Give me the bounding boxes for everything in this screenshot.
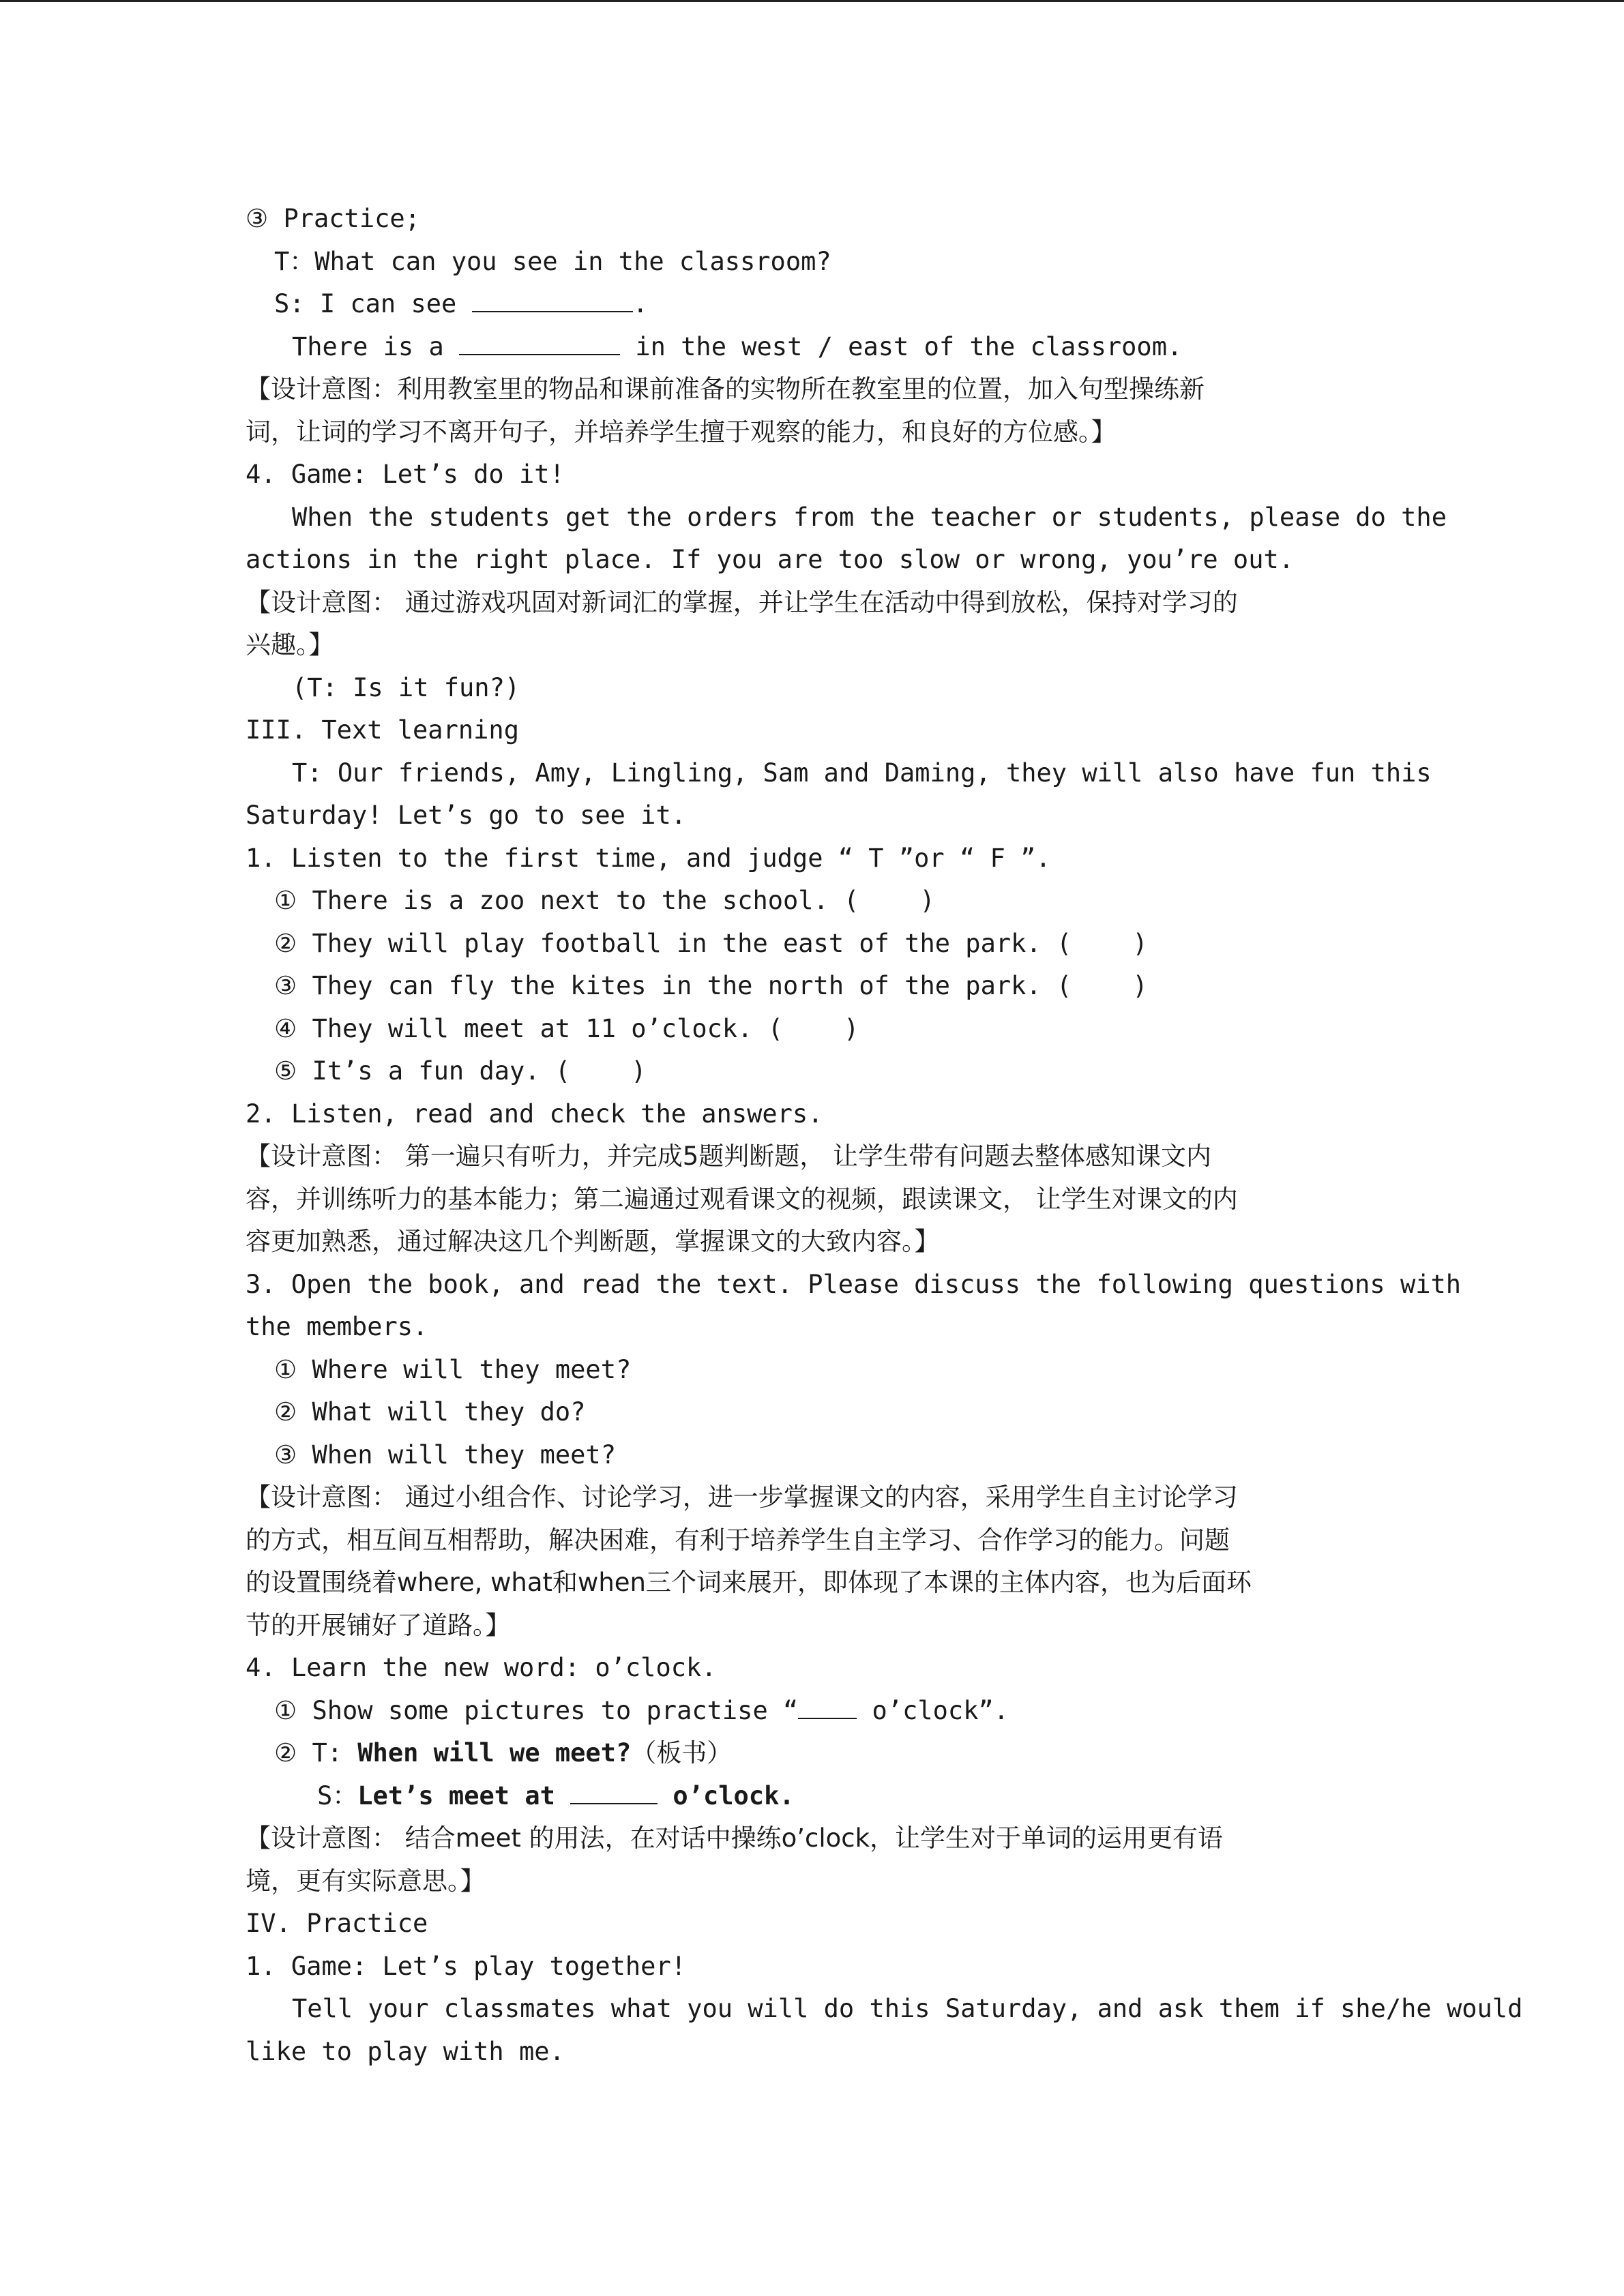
answer-blank xyxy=(459,333,620,355)
line-text: in the west / east of the classroom. xyxy=(620,331,1183,361)
design-intent-4-line-1 xyxy=(246,1476,1381,1519)
text-learning-paragraph-line-1 xyxy=(246,752,1432,795)
design-intent-4-line-4 xyxy=(246,1605,1381,1648)
practise-pictures-line xyxy=(246,1690,1381,1733)
discuss-task-line-1 xyxy=(246,1264,1462,1307)
line-text: T：What can you see in the classroom? xyxy=(274,246,831,276)
judge-item-2 xyxy=(246,923,1381,966)
line-text: ⑤ It’s a fun day. ( ) xyxy=(274,1056,647,1086)
discuss-question-2 xyxy=(246,1391,1381,1434)
line-text: ① Show some pictures to practise “ xyxy=(274,1695,799,1725)
answer-blank xyxy=(798,1697,857,1719)
design-intent-2-line-1 xyxy=(246,582,1381,625)
line-text: (T: Is it fun?) xyxy=(292,672,520,702)
line-text: 容更加熟悉，通过解决这几个判断题，掌握课文的大致内容。】 xyxy=(246,1227,940,1256)
play-together-heading xyxy=(246,1945,1381,1988)
line-text: 境，更有实际意思。】 xyxy=(246,1866,486,1896)
line-text: ③ When will they meet? xyxy=(274,1440,616,1470)
line-text: ② They will play football in the east of the park. ( ) xyxy=(274,928,1148,958)
line-text: S： xyxy=(317,1780,358,1810)
answer-blank xyxy=(472,290,633,312)
design-intent-4-line-2 xyxy=(246,1519,1381,1562)
listen-task-heading xyxy=(246,837,1381,880)
line-text-bold: Let’s meet at xyxy=(357,1780,571,1810)
line-text: 的方式，相互间互相帮助，解决困难，有利于培养学生自主学习、合作学习的能力。问题 xyxy=(246,1525,1230,1555)
practice-section-heading xyxy=(246,1903,1381,1945)
listen-read-check xyxy=(246,1093,1381,1136)
teacher-fun-question xyxy=(246,667,1381,710)
design-intent-5-line-1 xyxy=(246,1817,1381,1860)
text-learning-paragraph-line-2 xyxy=(246,794,1381,837)
line-text-bold: When will we meet? xyxy=(357,1738,632,1768)
practice-heading xyxy=(246,198,1381,241)
line-text: 4. Game: Let’s do it! xyxy=(246,460,565,489)
page-top-border xyxy=(0,0,1624,2)
design-intent-1-line-2 xyxy=(246,411,1381,454)
line-text: Saturday! Let’s go to see it. xyxy=(246,801,687,830)
answer-blank xyxy=(570,1783,658,1804)
line-text: ② T: xyxy=(274,1738,358,1768)
line-text: ② What will they do? xyxy=(274,1397,586,1427)
line-text: S: I can see xyxy=(274,289,472,318)
student-meet-answer xyxy=(246,1775,1381,1818)
line-text: 【设计意图： 结合meet 的用法，在对话中操练o’clock，让学生对于单词的运用更有语 xyxy=(246,1823,1224,1853)
line-text: 【设计意图： 通过游戏巩固对新词汇的掌握，并让学生在活动中得到放松，保持对学习的 xyxy=(246,587,1238,617)
teacher-question xyxy=(246,241,1381,284)
design-intent-2-line-2 xyxy=(246,624,1381,667)
line-text: There is a xyxy=(292,331,460,361)
line-text: Tell your classmates what you will do this Saturday, and ask them if she/he would xyxy=(292,1994,1523,2023)
line-text: 【设计意图：利用教室里的物品和课前准备的实物所在教室里的位置，加入句型操练新 xyxy=(246,374,1205,404)
design-intent-5-line-2 xyxy=(246,1860,1381,1903)
judge-item-5 xyxy=(246,1050,1381,1093)
line-text: IV. Practice xyxy=(246,1909,428,1938)
line-text: 兴趣。】 xyxy=(246,630,334,659)
judge-item-4 xyxy=(246,1008,1381,1051)
line-text: the members. xyxy=(246,1312,428,1341)
design-intent-3-line-1 xyxy=(246,1135,1381,1178)
line-text: o’clock”. xyxy=(857,1695,1009,1725)
discuss-question-1 xyxy=(246,1349,1381,1392)
line-text: 节的开展铺好了道路。】 xyxy=(246,1610,511,1640)
line-text: 1. Listen to the first time, and judge “ T ”or “ F ”. xyxy=(246,843,1051,873)
line-text: . xyxy=(632,289,648,318)
new-word-heading xyxy=(246,1647,1381,1690)
design-intent-3-line-2 xyxy=(246,1178,1381,1221)
line-text: （板书） xyxy=(631,1738,733,1768)
line-text: 4. Learn the new word: o’clock. xyxy=(246,1653,717,1682)
design-intent-3-line-3 xyxy=(246,1221,1381,1264)
line-text: ④ They will meet at 11 o’clock. ( ) xyxy=(274,1013,859,1043)
design-intent-1-line-1 xyxy=(246,368,1381,411)
line-text: III. Text learning xyxy=(246,715,519,745)
line-text: 3. Open the book, and read the text. Please discuss the following questions with xyxy=(246,1269,1462,1299)
line-text: 词，让词的学习不离开句子，并培养学生擅于观察的能力，和良好的方位感。】 xyxy=(246,417,1117,447)
line-text: T: Our friends, Amy, Lingling, Sam and Daming, they will also have fun this xyxy=(292,758,1432,788)
design-intent-4-line-3 xyxy=(246,1562,1381,1605)
line-text: When the students get the orders from the teacher or students, please do the xyxy=(292,502,1447,532)
line-text: ① Where will they meet? xyxy=(274,1354,632,1384)
judge-item-1 xyxy=(246,880,1381,923)
line-text: ① There is a zoo next to the school. ( ) xyxy=(274,886,935,915)
teacher-meet-question xyxy=(246,1732,1381,1775)
game-paragraph-line-1 xyxy=(246,496,1447,539)
document-page xyxy=(246,198,1523,2073)
play-together-paragraph-line-2 xyxy=(246,2031,1381,2074)
line-text-bold: o’clock. xyxy=(658,1780,795,1810)
line-text: 【设计意图： 通过小组合作、讨论学习，进一步掌握课文的内容，采用学生自主讨论学习 xyxy=(246,1482,1238,1512)
line-text: 容，并训练听力的基本能力；第二遍通过观看课文的视频，跟读课文， 让学生对课文的内 xyxy=(246,1184,1238,1214)
game-heading xyxy=(246,453,1381,496)
line-text: ③ They can fly the kites in the north of the park. ( ) xyxy=(274,971,1148,1000)
line-text: actions in the right place. If you are too slow or wrong, you’re out. xyxy=(246,545,1295,574)
discuss-task-line-2 xyxy=(246,1306,1381,1349)
text-learning-heading xyxy=(246,709,1381,752)
line-text: ③ Practice; xyxy=(246,204,420,233)
line-text: 2. Listen, read and check the answers. xyxy=(246,1099,823,1129)
discuss-question-3 xyxy=(246,1434,1381,1477)
line-text: 【设计意图： 第一遍只有听力，并完成5题判断题， 让学生带有问题去整体感知课文内 xyxy=(246,1142,1212,1171)
student-answer-line-2 xyxy=(246,326,1381,369)
play-together-paragraph-line-1 xyxy=(246,1988,1523,2031)
judge-item-3 xyxy=(246,965,1381,1008)
game-paragraph-line-2 xyxy=(246,539,1381,582)
student-answer-line xyxy=(246,283,1381,326)
line-text: like to play with me. xyxy=(246,2036,565,2066)
line-text: 的设置围绕着where, what和when三个词来展开，即体现了本课的主体内容，也为后面环 xyxy=(246,1568,1252,1597)
line-text: 1. Game: Let’s play together! xyxy=(246,1951,687,1981)
